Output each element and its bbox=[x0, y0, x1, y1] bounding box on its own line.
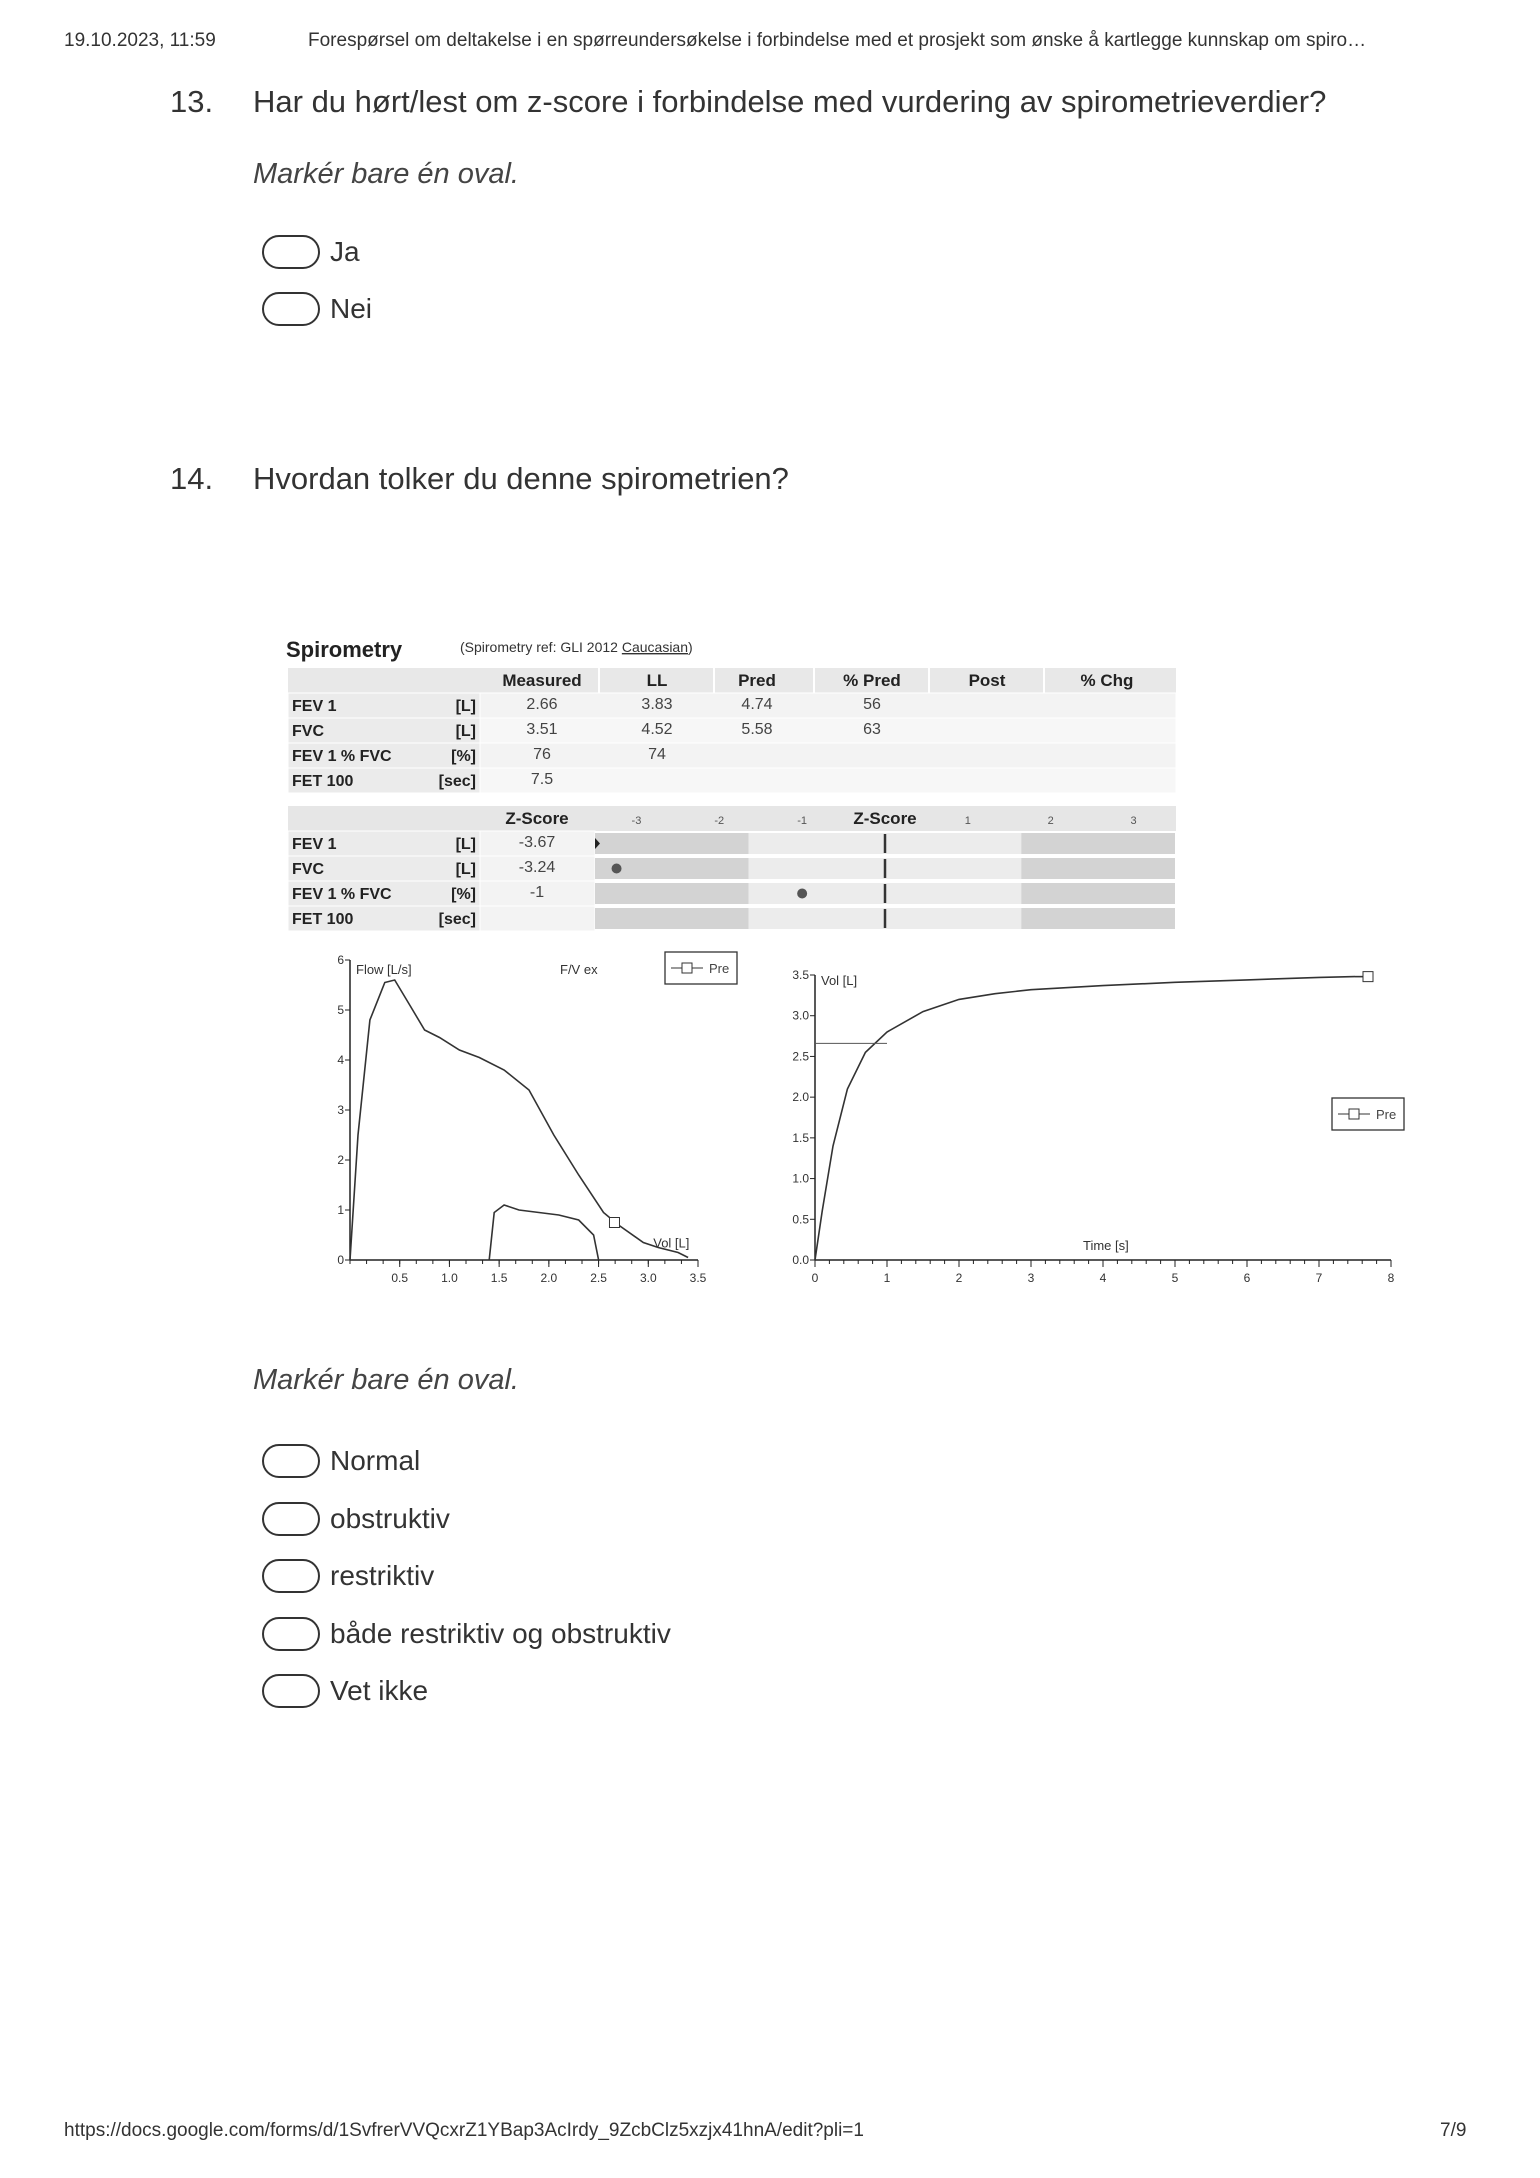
x-tick-label: 7 bbox=[1315, 1271, 1323, 1285]
y-tick-label: 1.5 bbox=[792, 1130, 809, 1145]
row-unit: [sec] bbox=[438, 773, 476, 790]
zscore-above-band bbox=[1021, 883, 1175, 904]
zscore-below-ll-band bbox=[595, 883, 749, 904]
series-line-1 bbox=[815, 977, 1355, 1260]
y-tick-label: 1.0 bbox=[792, 1171, 809, 1186]
x-tick-label: 1.5 bbox=[490, 1271, 508, 1285]
end-marker bbox=[1363, 972, 1373, 982]
option-label: både restriktiv og obstruktiv bbox=[330, 1618, 671, 1649]
radio-oval[interactable] bbox=[262, 1617, 320, 1651]
row-name: FEV 1 % FVC bbox=[292, 886, 392, 903]
column-header: LL bbox=[646, 671, 668, 690]
cell-value: 4.52 bbox=[641, 721, 673, 738]
series-line-2 bbox=[489, 1205, 598, 1260]
option-label: Nei bbox=[330, 293, 373, 324]
zscore-tick: -2 bbox=[714, 815, 725, 827]
x-tick-label: 0.5 bbox=[391, 1271, 409, 1285]
option-label: Normal bbox=[330, 1445, 421, 1476]
zscore-above-band bbox=[1021, 908, 1175, 929]
q13-option-nei[interactable] bbox=[262, 289, 372, 329]
radio-oval[interactable] bbox=[262, 1559, 320, 1593]
zscore-value: -3.24 bbox=[518, 859, 556, 876]
y-axis-label: Vol [L] bbox=[821, 973, 858, 988]
x-tick-label: 1 bbox=[883, 1271, 891, 1285]
print-page-number: 7/9 bbox=[1440, 2120, 1467, 2141]
x-tick-label: 3.5 bbox=[689, 1271, 707, 1285]
row-unit: [L] bbox=[455, 861, 476, 878]
cell-value: 2.66 bbox=[526, 696, 558, 713]
row-bg bbox=[480, 743, 1176, 768]
y-tick-label: 4 bbox=[337, 1053, 344, 1067]
row-bg bbox=[480, 906, 595, 931]
print-datetime: 19.10.2023, 11:59 bbox=[64, 30, 216, 51]
y-tick-label: 0 bbox=[337, 1253, 344, 1267]
y-tick-label: 0.0 bbox=[792, 1253, 809, 1267]
zscore-tick: 2 bbox=[1047, 815, 1054, 827]
y-tick-label: 3.0 bbox=[792, 1008, 809, 1023]
radio-oval[interactable] bbox=[262, 1674, 320, 1708]
zscore-marker bbox=[612, 864, 622, 874]
x-axis-label: Vol [L] bbox=[653, 1235, 690, 1251]
spirometry-table bbox=[286, 637, 1176, 931]
radio-oval[interactable] bbox=[262, 235, 320, 269]
radio-oval[interactable] bbox=[262, 1444, 320, 1478]
row-name: FET 100 bbox=[292, 911, 354, 928]
zscore-value: -1 bbox=[529, 884, 545, 901]
y-tick-label: 5 bbox=[337, 1003, 344, 1017]
cell-value: 74 bbox=[648, 746, 666, 763]
x-tick-label: 2.0 bbox=[540, 1271, 558, 1285]
row-name: FEV 1 % FVC bbox=[292, 748, 392, 765]
zscore-tick: 3 bbox=[1130, 815, 1137, 827]
q14-option-vet-ikke[interactable] bbox=[262, 1671, 428, 1711]
column-header: Pred bbox=[738, 671, 776, 690]
legend-marker bbox=[1349, 1109, 1359, 1119]
q14-text: Hvordan tolker du denne spirometrien? bbox=[253, 461, 789, 496]
row-unit: [%] bbox=[451, 748, 476, 765]
zscore-above-band bbox=[1021, 858, 1175, 879]
spirometry-report bbox=[280, 630, 1410, 1290]
y-tick-label: 3 bbox=[337, 1103, 344, 1117]
table-header-bg bbox=[288, 668, 1176, 693]
y-tick-label: 2.0 bbox=[792, 1090, 809, 1105]
y-tick-label: 6 bbox=[337, 953, 344, 967]
zscore-column-header: Z-Score bbox=[505, 809, 569, 828]
cell-value: 5.58 bbox=[741, 721, 773, 738]
volume-time-chart bbox=[792, 968, 1404, 1285]
row-name: FET 100 bbox=[292, 773, 354, 790]
row-unit: [sec] bbox=[438, 911, 476, 928]
column-header: Measured bbox=[502, 671, 582, 690]
cell-value: 63 bbox=[863, 721, 881, 738]
row-bg bbox=[480, 718, 1176, 743]
zscore-tick: -3 bbox=[631, 815, 642, 827]
cell-value: 7.5 bbox=[530, 771, 554, 788]
y-axis-label: Flow [L/s] bbox=[356, 962, 412, 977]
y-tick-label: 2.5 bbox=[792, 1049, 809, 1064]
y-tick-label: 3.5 bbox=[792, 968, 809, 982]
x-tick-label: 1.0 bbox=[441, 1271, 458, 1285]
cell-value: 3.51 bbox=[526, 721, 558, 738]
zscore-marker bbox=[797, 889, 807, 899]
x-tick-label: 2.5 bbox=[590, 1271, 607, 1285]
x-tick-label: 5 bbox=[1171, 1271, 1179, 1285]
q13-instruction: Markér bare én oval. bbox=[253, 158, 519, 190]
q13-number: 13. bbox=[170, 84, 214, 119]
series-line-1 bbox=[350, 980, 688, 1260]
spirometry-title: Spirometry bbox=[286, 637, 403, 662]
x-tick-label: 6 bbox=[1243, 1271, 1251, 1285]
row-name: FEV 1 bbox=[292, 698, 337, 715]
legend-label: Pre bbox=[1376, 1107, 1397, 1122]
row-name: FVC bbox=[292, 723, 324, 740]
zscore-tick: -1 bbox=[797, 815, 808, 827]
option-label: obstruktiv bbox=[330, 1503, 450, 1534]
cell-value: 3.83 bbox=[641, 696, 673, 713]
fev1-marker bbox=[609, 1218, 619, 1228]
q14-option-obstruktiv[interactable] bbox=[262, 1499, 450, 1539]
row-unit: [L] bbox=[455, 836, 476, 853]
zscore-above-band bbox=[1021, 833, 1175, 854]
q14-option-restriktiv[interactable] bbox=[262, 1556, 434, 1596]
q14-number: 14. bbox=[170, 461, 214, 496]
x-axis-label: Time [s] bbox=[1083, 1238, 1129, 1253]
zscore-axis-label: Z-Score bbox=[853, 809, 917, 828]
q14-option-begge[interactable] bbox=[262, 1614, 671, 1654]
chart-title: F/V ex bbox=[560, 962, 598, 977]
option-label: restriktiv bbox=[330, 1560, 435, 1591]
column-header: % Pred bbox=[843, 671, 901, 690]
column-header: % Chg bbox=[1080, 671, 1134, 690]
row-unit: [%] bbox=[451, 886, 476, 903]
x-tick-label: 3 bbox=[1027, 1271, 1035, 1285]
radio-oval[interactable] bbox=[262, 1502, 320, 1536]
x-tick-label: 8 bbox=[1387, 1271, 1395, 1285]
x-tick-label: 4 bbox=[1099, 1271, 1107, 1285]
zscore-below-ll-band bbox=[595, 908, 749, 929]
radio-oval[interactable] bbox=[262, 292, 320, 326]
x-tick-label: 3.0 bbox=[639, 1271, 657, 1285]
row-name: FEV 1 bbox=[292, 836, 337, 853]
y-tick-label: 2 bbox=[337, 1153, 344, 1167]
q14-instruction: Markér bare én oval. bbox=[253, 1364, 519, 1396]
legend-marker bbox=[682, 963, 692, 973]
print-url: https://docs.google.com/forms/d/1SvfrerVVQcxrZ1YBap3AcIrdy_9ZcbClz5xzjx41hnA/edit?pli=1 bbox=[64, 2120, 864, 2141]
q13-text: Har du hørt/lest om z-score i forbindelse med vurdering av spirometrieverdier? bbox=[253, 84, 1327, 119]
zscore-header-bg bbox=[288, 806, 1176, 831]
row-bg bbox=[480, 768, 1176, 793]
zscore-value: -3.67 bbox=[518, 834, 556, 851]
row-bg bbox=[480, 693, 1176, 718]
y-tick-label: 1 bbox=[337, 1203, 344, 1217]
legend-label: Pre bbox=[709, 961, 730, 976]
spirometry-ref: (Spirometry ref: GLI 2012 Caucasian) bbox=[460, 639, 693, 655]
row-unit: [L] bbox=[455, 698, 476, 715]
row-name: FVC bbox=[292, 861, 324, 878]
x-tick-label: 0 bbox=[811, 1271, 819, 1285]
row-unit: [L] bbox=[455, 723, 476, 740]
zscore-below-ll-band bbox=[595, 833, 749, 854]
column-header: Post bbox=[968, 671, 1006, 690]
option-label: Ja bbox=[330, 236, 360, 267]
y-tick-label: 0.5 bbox=[792, 1212, 809, 1227]
cell-value: 56 bbox=[863, 696, 881, 713]
cell-value: 4.74 bbox=[741, 696, 773, 713]
q14-option-normal[interactable] bbox=[262, 1441, 420, 1481]
q13-option-ja[interactable] bbox=[262, 232, 360, 272]
cell-value: 76 bbox=[533, 746, 551, 763]
flow-volume-chart bbox=[337, 952, 737, 1285]
x-tick-label: 2 bbox=[955, 1271, 963, 1285]
zscore-tick: 1 bbox=[964, 815, 971, 827]
print-page-title: Forespørsel om deltakelse i en spørreundersøkelse i forbindelse med et prosjekt som ønske å kartlegge kunnskap om spiro… bbox=[308, 30, 1367, 51]
option-label: Vet ikke bbox=[330, 1675, 429, 1706]
